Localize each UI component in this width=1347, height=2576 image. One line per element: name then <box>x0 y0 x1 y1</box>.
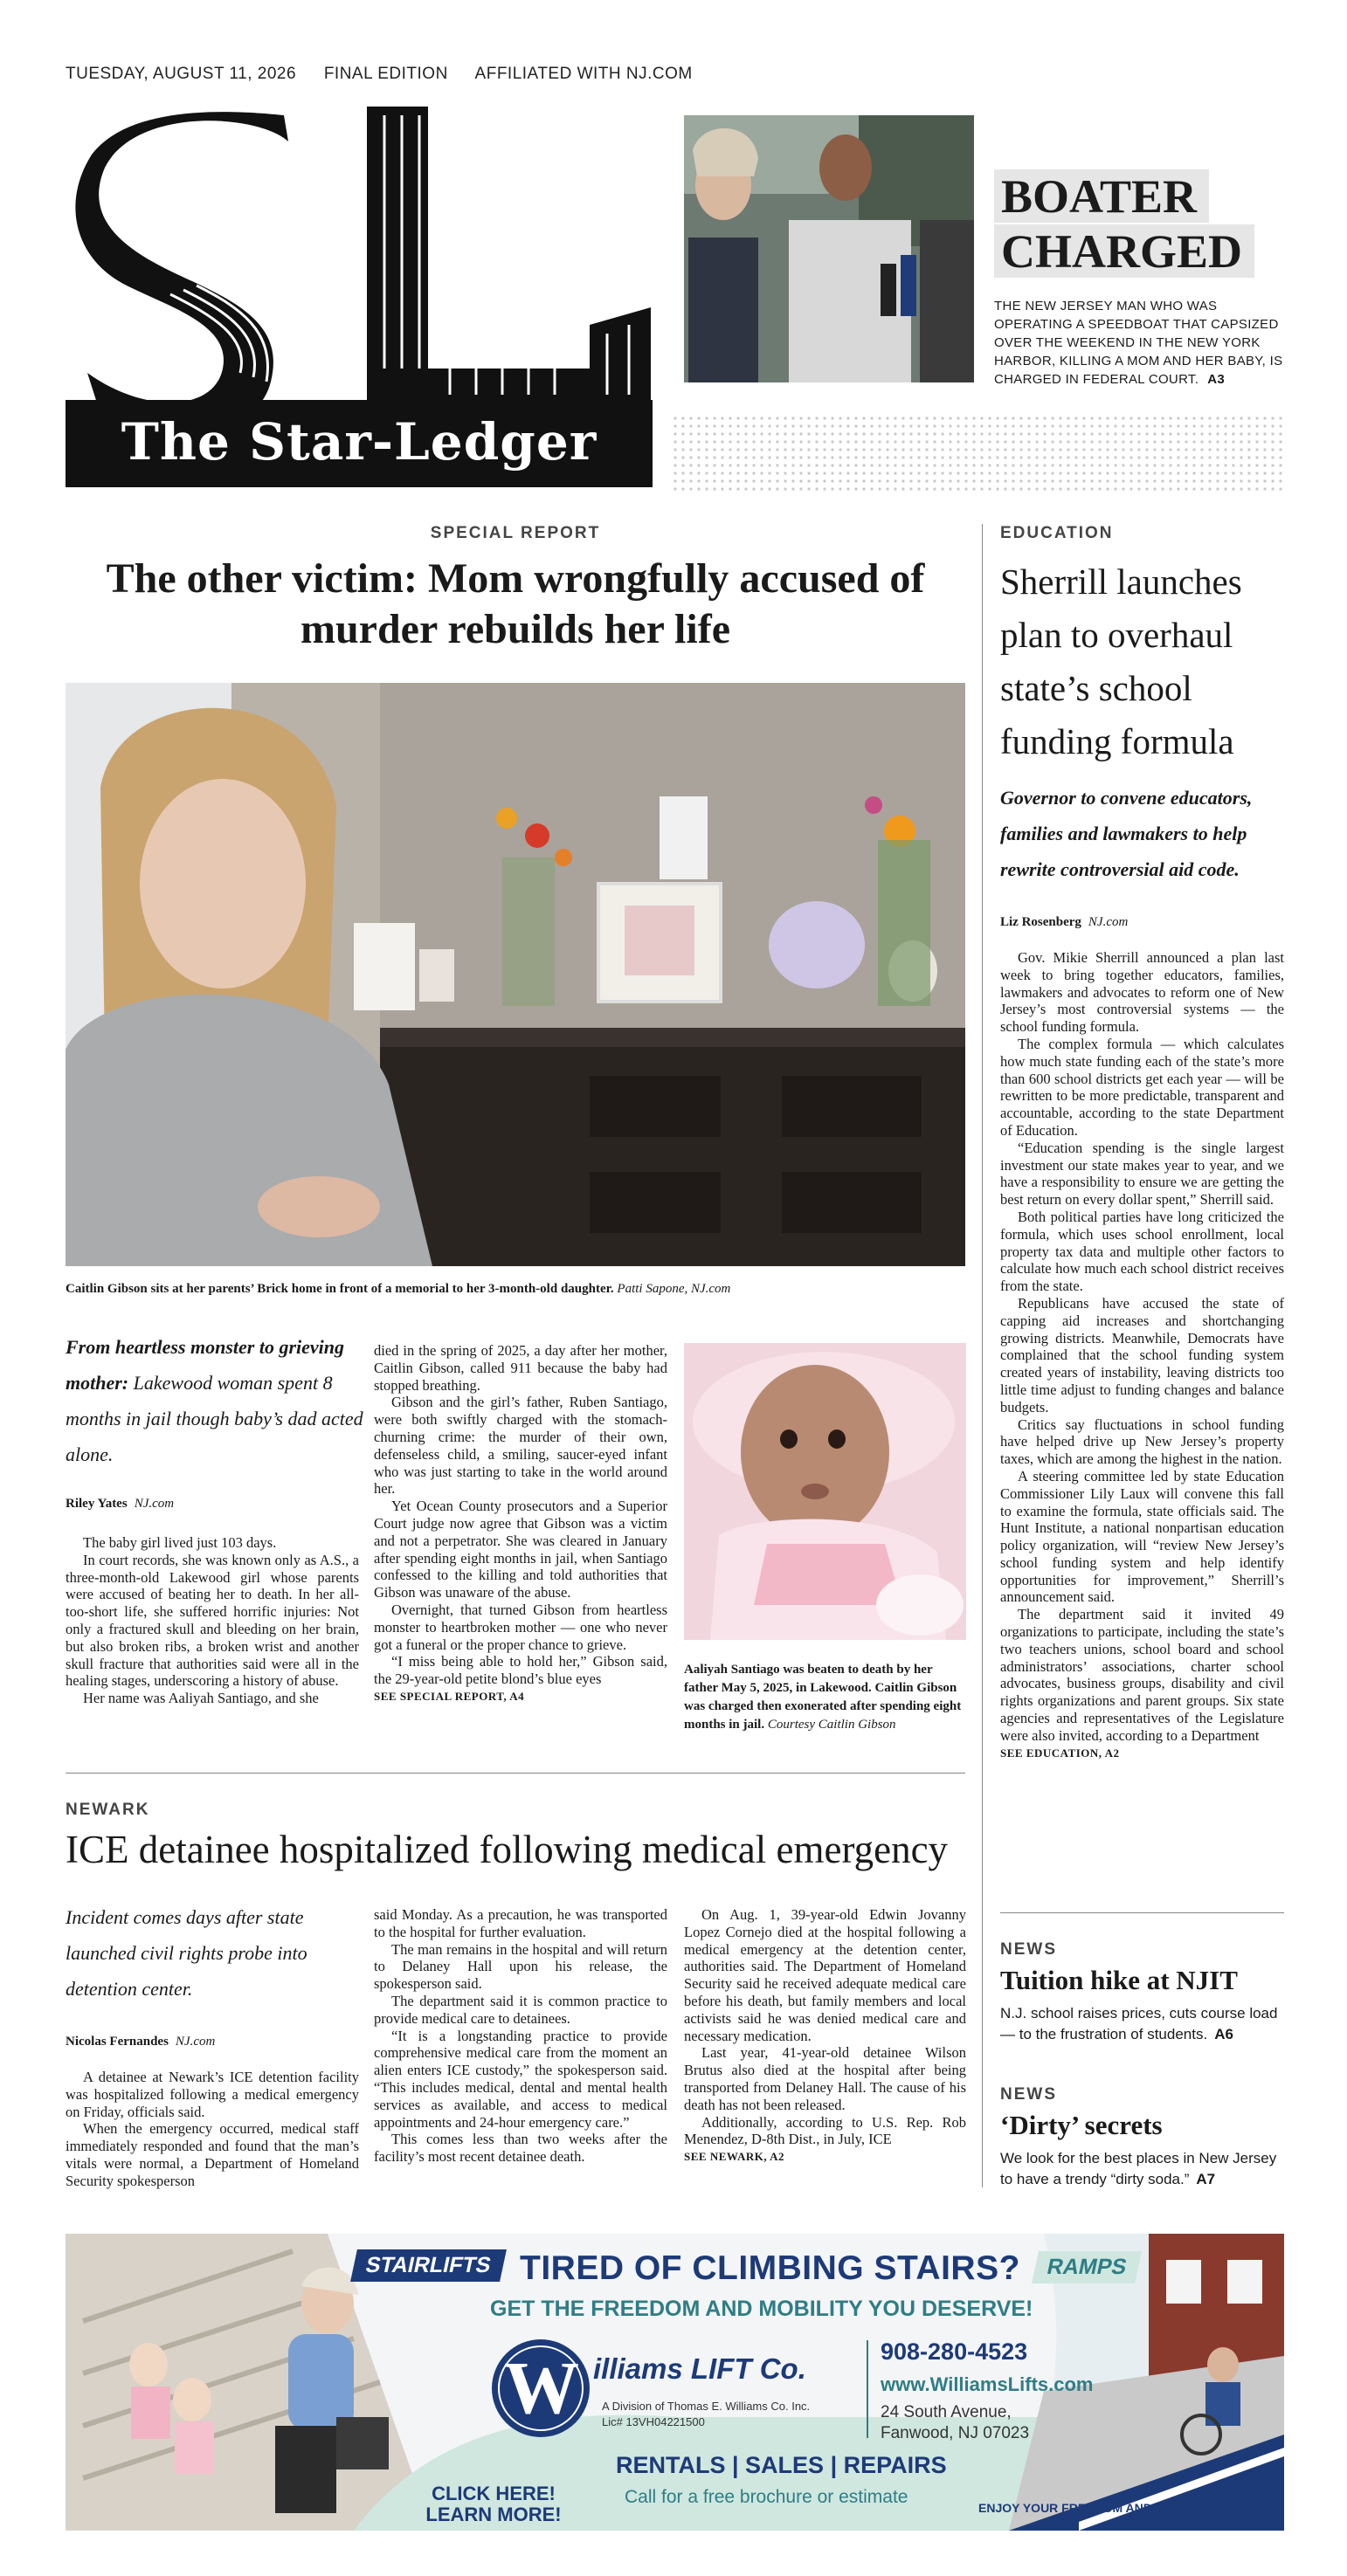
ad-slogan: ENJOY YOUR FREEDOM AND THE OUTDOORS! <box>978 2501 1259 2515</box>
stairlift-advertisement[interactable] <box>66 2234 1284 2531</box>
special-report-byline <box>66 1497 174 1512</box>
special-report-jump[interactable]: SEE SPECIAL REPORT, A4 <box>374 1689 525 1703</box>
cta-line1: CLICK HERE! <box>432 2483 556 2504</box>
byline-outlet: NJ.com <box>1088 915 1129 929</box>
paragraph: In court records, she was known only as A.S., a three-month-old Lakewood girl whose parents were accused of beating her to death. In her all-too-short life, she suffered horrific injuries: Not only a fractured skull and bleeding on her brain, but also broken ribs, a broken wrist and another skull fracture that authorities said were all in the healing stages, underscoring a history of abuse. <box>66 1551 359 1690</box>
paragraph: The department said it is common practice to provide medical care to detainees. <box>374 1992 667 2027</box>
paragraph: Critics say fluctuations in school funding have helped drive up New Jersey’s property taxes, which are among the highest in the nation. <box>1000 1415 1284 1468</box>
dot-pattern <box>673 416 1284 491</box>
education-jump[interactable]: SEE EDUCATION, A2 <box>1000 1746 1120 1760</box>
paragraph: Last year, 41-year-old detainee Wilson Brutus also died at the hospital after being transported from Delaney Hall. The cause of his death has not been released. <box>684 2044 966 2113</box>
ad-call-text: Call for a free brochure or estimate <box>625 2487 908 2507</box>
baby-photo[interactable] <box>684 1343 966 1640</box>
ad-headline: TIRED OF CLIMBING STAIRS? <box>520 2249 1020 2287</box>
brief-divider <box>1000 1912 1284 1913</box>
brief-kicker: NEWS <box>1000 2085 1057 2104</box>
affiliation: AFFILIATED WITH NJ.COM <box>474 65 693 83</box>
deck-bold: From heartless monster to grieving mother: <box>66 1336 345 1394</box>
special-report-headline[interactable]: The other victim: Mom wrongfully accused of murder rebuilds her life <box>106 555 925 652</box>
paragraph: The department said it invited 49 organizations to participate, including the state’s two teachers unions, school board and school administrators’ associations, charter school advocates, business groups, disability and civil rights organizations and parent groups. Six state agencies and representatives of the Legislature were also invited, according to a Department <box>1000 1606 1284 1744</box>
division-text: A Division of Thomas E. Williams Co. Inc. <box>602 2400 811 2413</box>
brief-kicker: NEWS <box>1000 1940 1057 1959</box>
ad-services: RENTALS | SALES | REPAIRS <box>616 2452 947 2478</box>
newark-kicker: NEWARK <box>66 1801 150 1819</box>
newark-col2 <box>374 1906 667 2166</box>
masthead-name: The Star-Ledger <box>121 412 598 472</box>
teaser-photo[interactable] <box>684 115 974 382</box>
cta-line2: LEARN MORE! <box>425 2504 562 2525</box>
special-report-col1 <box>66 1534 359 1707</box>
brief-page: A6 <box>1214 2026 1233 2042</box>
brief-text: N.J. school raises prices, cuts course load — to the frustration of students. <box>1000 2005 1278 2042</box>
paragraph: Republicans have accused the state of capping aid increases and shortchanging growing districts. Meanwhile, Democrats have complained that the school funding system created years of instability, leaving districts too little time adjust to funding changes and balance budgets. <box>1000 1294 1284 1415</box>
story-divider <box>66 1773 965 1774</box>
paragraph: died in the spring of 2025, a day after her mother, Caitlin Gibson, called 911 because the baby had stopped breathing. <box>374 1342 667 1394</box>
brief-njit[interactable] <box>1000 1940 1284 2045</box>
special-report-photo-caption <box>66 1280 965 1298</box>
teaser-text: THE NEW JERSEY MAN WHO WAS OPERATING A SPEEDBOAT THAT CAPSIZED OVER THE WEEKEND IN THE NEW YORK HARBOR, KILLING A MOM AND HER BABY, IS CHARGED IN FEDERAL COURT. <box>994 299 1283 387</box>
paragraph: A steering committee led by state Education Commissioner Lily Laux will convene this fall to examine the formula, state officials said. The Hunt Institute, a national nonpartisan education policy organization, will “review New Jersey’s school funding system and help identify opportunities for improvement,” Sherrill’s announcement said. <box>1000 1467 1284 1606</box>
special-report-photo[interactable] <box>66 683 965 1266</box>
dateline <box>66 65 715 84</box>
brief-text: We look for the best places in New Jersey to have a trendy “dirty soda.” <box>1000 2150 1277 2187</box>
ramps-tag: RAMPS <box>1032 2251 1142 2283</box>
baby-photo-credit: Courtesy Caitlin Gibson <box>767 1718 896 1732</box>
education-kicker: EDUCATION <box>1000 524 1114 542</box>
edition-name: FINAL EDITION <box>323 65 448 83</box>
paragraph: Gov. Mikie Sherrill announced a plan last week to bring together educators, families, lawmakers and advocates to reform one of New Jersey’s most controversial systems — the school funding formula. <box>1000 949 1284 1036</box>
education-deck: Governor to convene educators, families and lawmakers to help rewrite controversial aid code. <box>1000 787 1253 880</box>
photo-caption-text: Caitlin Gibson sits at her parents’ Brick home in front of a memorial to her 3-month-old daughter. <box>66 1282 614 1296</box>
photo-credit: Patti Sapone, NJ.com <box>617 1282 731 1296</box>
teaser-headline-line1: BOATER <box>994 169 1209 223</box>
brief-summary <box>1000 2148 1284 2190</box>
paragraph: Yet Ocean County prosecutors and a Superior Court judge now agree that Gibson was a victim and not a perpetrator. She was cleared in January after spending eight months in jail, when Santiago confessed to the killing and told authorities that Gibson was unaware of the abuse. <box>374 1498 667 1601</box>
special-report-deck <box>66 1329 367 1472</box>
byline-name: Liz Rosenberg <box>1000 915 1081 929</box>
license-text: Lic# 13VH04221500 <box>602 2415 705 2428</box>
newark-jump[interactable]: SEE NEWARK, A2 <box>684 2150 784 2164</box>
logo-letter: W <box>504 2345 579 2429</box>
special-report-kicker: SPECIAL REPORT <box>430 524 601 542</box>
paragraph: “It is a longstanding practice to provide comprehensive medical care from the moment an alien enters ICE custody,” the spokesperson said. “This includes medical, dental and mental health services as available, and access to medical appointments and 24-hour emergency care.” <box>374 2027 667 2131</box>
williams-logo <box>488 2337 860 2440</box>
learn-more-button[interactable] <box>397 2480 590 2529</box>
ad-address-line1: 24 South Avenue, <box>881 2403 1012 2421</box>
paragraph: Her name was Aaliyah Santiago, and she <box>83 1690 319 1707</box>
paragraph: The man remains in the hospital and will return to Delaney Hall upon his release, the spokesperson said. <box>374 1940 667 1993</box>
newark-byline <box>66 2035 215 2049</box>
edition-date: TUESDAY, AUGUST 11, 2026 <box>66 65 297 83</box>
ad-address-line2: Fanwood, NJ 07023 <box>881 2424 1030 2442</box>
brief-headline: ‘Dirty’ secrets <box>1000 2110 1163 2140</box>
paragraph: Overnight, that turned Gibson from heartless monster to heartbroken mother — one who never got a funeral or the proper chance to grieve. <box>374 1601 667 1653</box>
column-divider <box>982 524 983 2187</box>
ad-subhead: GET THE FREEDOM AND MOBILITY YOU DESERVE! <box>490 2297 1033 2321</box>
brief-summary <box>1000 2003 1284 2045</box>
brief-headline: Tuition hike at NJIT <box>1000 1965 1238 1995</box>
newark-headline[interactable]: ICE detainee hospitalized following medical emergency <box>66 1828 949 1871</box>
deck-rest: Lakewood woman spent 8 months in jail though baby’s dad acted alone. <box>66 1372 363 1465</box>
company-name: illiams LIFT Co. <box>593 2352 806 2385</box>
paragraph: On Aug. 1, 39-year-old Edwin Jovanny Lopez Cornejo died at the hospital following a medical emergency at the detention center, authorities said. The Department of Homeland Security said he received adequate medical care before his death, but family members and local activists said he was denied medical care and necessary medication. <box>684 1906 966 2044</box>
baby-photo-caption <box>684 1661 966 1734</box>
paragraph: “Education spending is the single largest investment our state makes year to year, and we have a responsibility to ensure we are getting the best return on every dollar spent,” Sherrill said. <box>1000 1139 1284 1209</box>
paragraph: Additionally, according to U.S. Rep. Rob Menendez, D-8th Dist., in July, ICE <box>684 2113 966 2148</box>
newark-col1 <box>66 2069 359 2190</box>
byline-outlet: NJ.com <box>175 2035 216 2049</box>
teaser-page: A3 <box>1207 372 1225 387</box>
paragraph: said Monday. As a precaution, he was transported to the hospital for further evaluation. <box>374 1906 667 1940</box>
masthead-logo[interactable] <box>66 107 653 487</box>
paragraph: Gibson and the girl’s father, Ruben Santiago, were both swiftly charged with the stomach-churning crime: the murder of their own, defenseless child, a smiling, saucer-eyed infant who was just starting to take in the world around her. <box>374 1394 667 1498</box>
teaser-headline-line2: CHARGED <box>994 224 1254 278</box>
ad-phone[interactable]: 908-280-4523 <box>881 2338 1028 2365</box>
education-byline <box>1000 915 1128 930</box>
brief-page: A7 <box>1196 2171 1216 2187</box>
teaser-headline[interactable] <box>994 169 1254 279</box>
paragraph: “I miss being able to hold her,” Gibson said, the 29-year-old petite blond’s blue eyes <box>374 1653 667 1688</box>
teaser-summary <box>994 297 1291 389</box>
newark-col3 <box>684 1906 966 2166</box>
ad-website[interactable]: www.WilliamsLifts.com <box>881 2373 1094 2395</box>
byline-name: Nicolas Fernandes <box>66 2035 169 2049</box>
paragraph: The complex formula — which calculates how much state funding each of the state’s more than 600 school districts get each year — will be rewritten to be more predictable, transparent and accountable, according to the state Department of Education. <box>1000 1035 1284 1139</box>
paragraph: This comes less than two weeks after the facility’s most recent detainee death. <box>374 2131 667 2166</box>
paragraph: The baby girl lived just 103 days. <box>83 1534 277 1551</box>
brief-dirty-soda[interactable] <box>1000 2085 1284 2190</box>
stairlifts-tag: STAIRLIFTS <box>350 2249 506 2282</box>
paragraph: A detainee at Newark’s ICE detention facility was hospitalized following a medical emergency on Friday, officials said. <box>66 2069 359 2120</box>
byline-outlet: NJ.com <box>134 1497 175 1511</box>
education-headline[interactable]: Sherrill launches plan to overhaul state’s school funding formula <box>1000 561 1242 761</box>
byline-name: Riley Yates <box>66 1497 128 1511</box>
education-body <box>1000 949 1284 1761</box>
special-report-col2 <box>374 1342 667 1705</box>
ad-divider <box>867 2340 868 2438</box>
paragraph: Both political parties have long criticized the formula, which uses school enrollment, local property tax data and multiple other factors to calculate how much each school district receives from the state. <box>1000 1208 1284 1295</box>
newark-deck: Incident comes days after state launched civil rights probe into detention center. <box>66 1906 307 2000</box>
baby-caption-text: Aaliyah Santiago was beaten to death by her father May 5, 2025, in Lakewood. Caitlin Gibson was charged then exonerated after spending eight months in jail. <box>684 1663 962 1732</box>
paragraph: When the emergency occurred, medical staff immediately responded and found that the man’s vitals were normal, a Department of Homeland Security spokesperson <box>66 2120 359 2189</box>
